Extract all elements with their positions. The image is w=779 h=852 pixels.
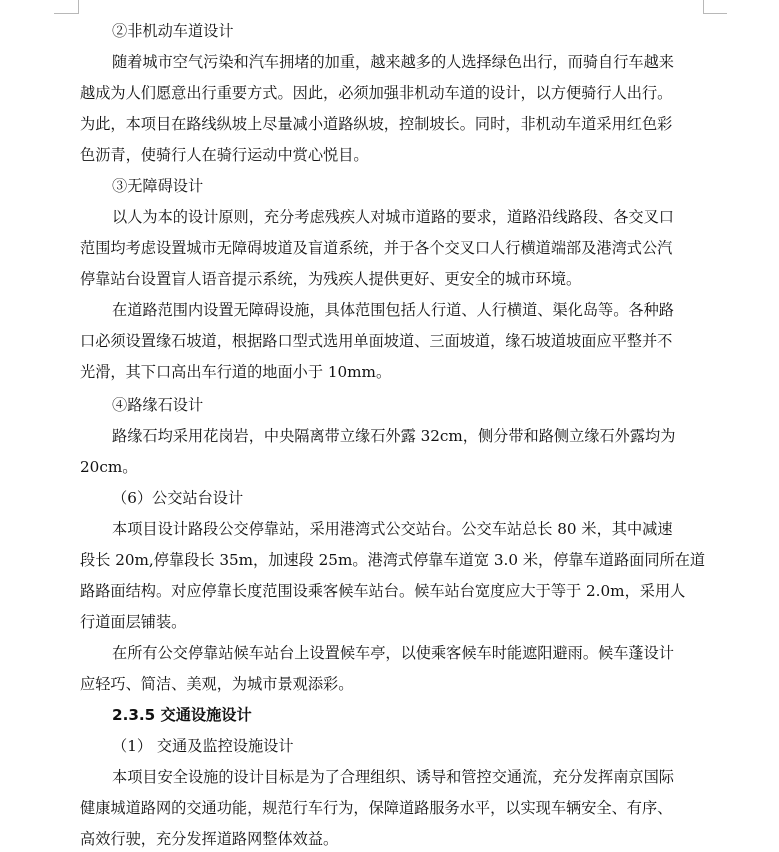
paragraph-line: 色沥青，使骑行人在骑行运动中赏心悦目。 [80, 146, 369, 164]
paragraph-line: 在道路范围内设置无障碍设施，具体范围包括人行道、人行横道、渠化岛等。各种路 [112, 301, 674, 319]
paragraph-line: 健康城道路网的交通功能，规范行车行为，保障道路服务水平，以实现车辆安全、有序、 [80, 799, 673, 817]
paragraph-line: 行道面层铺装。 [80, 613, 187, 631]
paragraph-line: 路路面结构。对应停靠长度范围设乘客候车站台。候车站台宽度应大于等于 2.0m，采用人 [80, 582, 686, 600]
section-heading: 2.3.5 交通设施设计 [112, 706, 252, 724]
paragraph-line: 范围均考虑设置城市无障碍坡道及盲道系统，并于各个交叉口人行横道端部及港湾式公汽 [80, 239, 673, 257]
paragraph-line: 20cm。 [80, 458, 138, 476]
paragraph-line: 本项目安全设施的设计目标是为了合理组织、诱导和管控交通流，充分发挥南京国际 [112, 768, 674, 786]
paragraph-line: 为此，本项目在路线纵坡上尽量减小道路纵坡，控制坡长。同时，非机动车道采用红色彩 [80, 115, 673, 133]
subheading-traffic-monitoring: （1） 交通及监控设施设计 [112, 737, 294, 755]
subheading-bike-lane: ②非机动车道设计 [112, 22, 234, 40]
crop-mark-top-left-horizontal [54, 13, 78, 14]
paragraph-line: 在所有公交停靠站候车站台上设置候车亭，以使乘客候车时能遮阳避雨。候车蓬设计 [112, 644, 674, 662]
paragraph-line: 以人为本的设计原则，充分考虑残疾人对城市道路的要求，道路沿线路段、各交叉口 [112, 208, 674, 226]
subheading-curb: ④路缘石设计 [112, 396, 204, 414]
crop-mark-top-right-vertical [703, 0, 704, 14]
subheading-bus-stop: （6）公交站台设计 [112, 489, 244, 507]
paragraph-line: 光滑，其下口高出车行道的地面小于 10mm。 [80, 363, 392, 381]
paragraph-line: 口必须设置缘石坡道，根据路口型式选用单面坡道、三面坡道，缘石坡道坡面应平整并不 [80, 332, 673, 350]
crop-mark-top-right-horizontal [703, 13, 727, 14]
paragraph-line: 随着城市空气污染和汽车拥堵的加重，越来越多的人选择绿色出行，而骑自行车越来 [112, 53, 674, 71]
paragraph-line: 应轻巧、简洁、美观，为城市景观添彩。 [80, 675, 354, 693]
paragraph-line: 越成为人们愿意出行重要方式。因此，必须加强非机动车道的设计，以方便骑行人出行。 [80, 84, 673, 102]
paragraph-line: 路缘石均采用花岗岩，中央隔离带立缘石外露 32cm，侧分带和路侧立缘石外露均为 [112, 427, 676, 445]
crop-mark-top-left-vertical [78, 0, 79, 14]
paragraph-line: 停靠站台设置盲人语音提示系统，为残疾人提供更好、更安全的城市环境。 [80, 270, 582, 288]
subheading-accessibility: ③无障碍设计 [112, 177, 204, 195]
paragraph-line: 段长 20m,停靠段长 35m，加速段 25m。港湾式停靠车道宽 3.0 米，停靠车道路面同所在道 [80, 551, 706, 569]
paragraph-line: 高效行驶，充分发挥道路网整体效益。 [80, 830, 339, 848]
paragraph-line: 本项目设计路段公交停靠站，采用港湾式公交站台。公交车站总长 80 米，其中减速 [112, 520, 673, 538]
